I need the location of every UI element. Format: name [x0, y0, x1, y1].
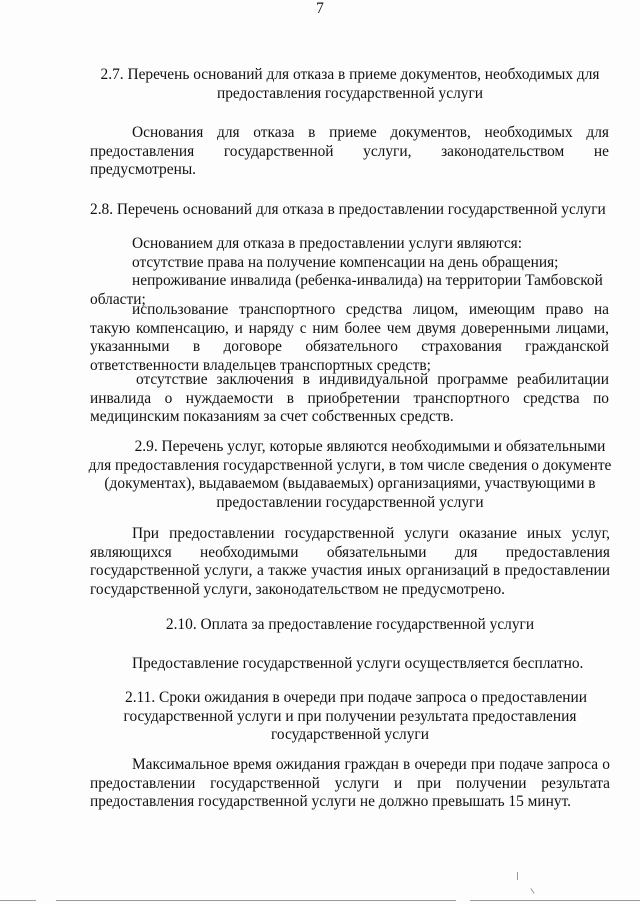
paragraph-line: При предоставлении государственной услуги оказание иных услуг,: [132, 525, 610, 542]
scan-edge-line: [56, 900, 456, 901]
heading-line: предоставлении государственной услуги: [216, 493, 484, 511]
paragraph-line: Максимальное время ожидания граждан в очереди при подаче запроса о: [132, 756, 610, 773]
scan-edge-line: [470, 900, 640, 901]
section-2-8-list: [90, 235, 609, 309]
paragraph-line: ответственности владельцев транспортных средств;: [90, 356, 431, 374]
paragraph-line: такую компенсацию, и наряду с ним более чем двумя доверенными лицами,: [90, 319, 609, 337]
paragraph-line: инвалида о нуждаемости в приобретении транспортного средства по: [90, 389, 609, 407]
heading-line: государственной услуги и при получении результата предоставления: [123, 707, 577, 725]
paragraph-line: предоставлении государственной услуги и при получении результата: [90, 774, 610, 792]
paragraph-line: медицинским показаниям за счет собственных средств.: [90, 408, 454, 425]
heading-line: 2.7. Перечень оснований для отказа в приеме документов, необходимых для: [100, 66, 600, 83]
paragraph-line: Предоставление государственной услуги осуществляется бесплатно.: [132, 655, 584, 672]
paragraph-line: указанными в договоре обязательного страхования гражданской: [90, 338, 609, 355]
list-line: области;: [90, 290, 146, 308]
section-2-8-para-rehab: [90, 371, 609, 427]
paragraph-line: предоставления государственной услуги, законодательством не: [90, 142, 609, 160]
heading-line: 2.8. Перечень оснований для отказа в предоставлении государственной услуги: [90, 201, 606, 218]
list-line: отсутствие права на получение компенсации на день обращения;: [132, 253, 559, 271]
paragraph-line: использование транспортного средства лицом, имеющим право на: [132, 301, 609, 318]
heading-line: 2.10. Оплата за предоставление государственной услуги: [165, 616, 535, 633]
heading-line: 2.9. Перечень услуг, которые являются необходимыми и обязательными: [134, 438, 606, 455]
heading-line: государственной услуги: [271, 726, 429, 743]
scan-mark: [530, 888, 534, 893]
section-2-8-heading: [90, 201, 610, 220]
paragraph-line: являющихся необходимыми обязательными для предоставления: [90, 543, 610, 561]
scan-mark: [517, 872, 518, 880]
section-2-11-heading: [90, 689, 610, 745]
paragraph-line: государственной услуги, законодательством не предусмотрено.: [90, 580, 505, 598]
section-2-7-body: [90, 124, 609, 180]
paragraph-line: отсутствие заключения в индивидуальной программе реабилитации: [136, 371, 609, 388]
section-2-9-heading: [88, 438, 612, 512]
paragraph-line: предоставления государственной услуги не должно превышать 15 минут.: [90, 793, 571, 810]
paragraph-line: Основания для отказа в приеме документов, необходимых для: [132, 124, 609, 141]
page-number: 7: [316, 0, 324, 17]
section-2-9-body: [90, 525, 610, 599]
heading-line: (документах), выдаваемом (выдаваемых) организациями, участвующими в: [104, 475, 596, 492]
section-2-10-heading: [90, 616, 610, 635]
scan-edge-line: [0, 900, 36, 901]
list-line: непроживание инвалида (ребенка-инвалида) на территории Тамбовской: [132, 272, 603, 289]
list-line: Основанием для отказа в предоставлении услуги являются:: [132, 235, 523, 252]
section-2-11-body: [90, 756, 610, 812]
paragraph-line: предусмотрены.: [90, 161, 197, 178]
heading-line: для предоставления государственной услуги, в том числе сведения о документе: [88, 456, 612, 474]
heading-line: 2.11. Сроки ожидания в очереди при подаче запроса о предоставлении: [125, 689, 587, 706]
section-2-8-para-vehicle: [90, 301, 609, 375]
heading-line: предоставления государственной услуги: [216, 84, 483, 102]
section-2-10-body: [90, 655, 610, 674]
paragraph-line: государственной услуги, а также участия иных организаций в предоставлении: [90, 562, 610, 579]
section-2-7-heading: [90, 66, 610, 103]
